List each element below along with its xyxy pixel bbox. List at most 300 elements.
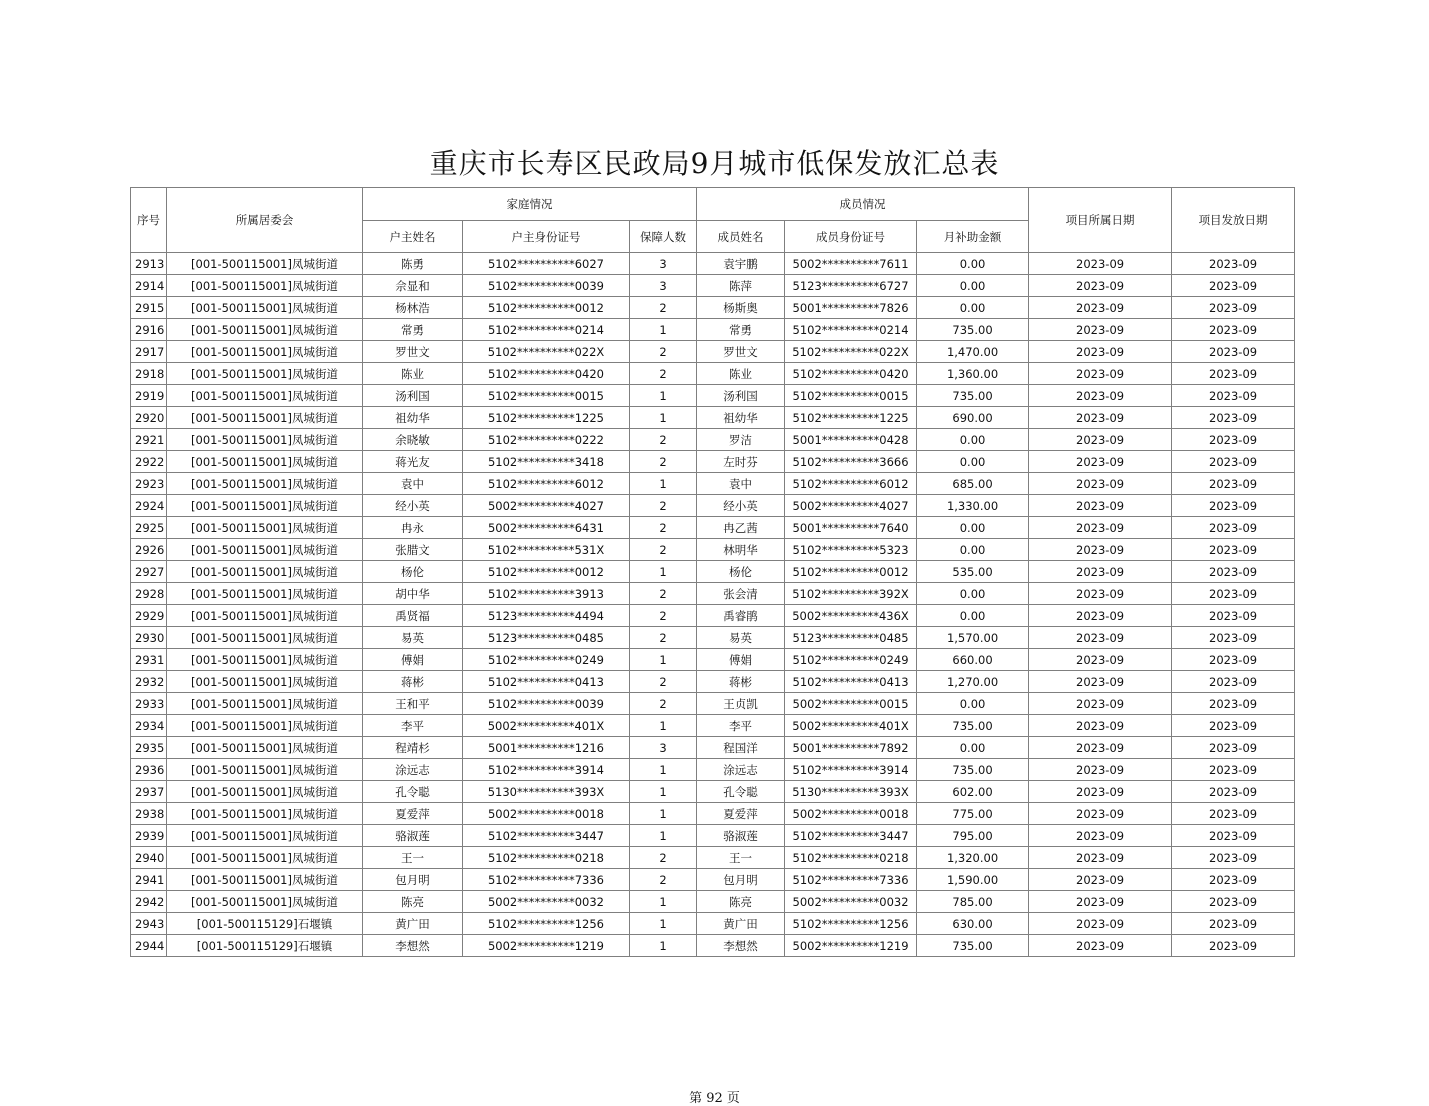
table-row bbox=[131, 891, 1295, 913]
cell-member-id: 5102**********0015 bbox=[785, 385, 917, 407]
cell-head-id: 5102**********7336 bbox=[463, 869, 630, 891]
cell-project-date: 2023-09 bbox=[1029, 495, 1172, 517]
cell-member-name: 易英 bbox=[697, 627, 785, 649]
cell-head-name: 余晓敏 bbox=[363, 429, 463, 451]
table-row bbox=[131, 561, 1295, 583]
cell-head-name: 黄广田 bbox=[363, 913, 463, 935]
cell-project-date: 2023-09 bbox=[1029, 451, 1172, 473]
cell-count: 1 bbox=[630, 385, 697, 407]
cell-amount: 0.00 bbox=[917, 275, 1029, 297]
cell-release-date: 2023-09 bbox=[1172, 363, 1295, 385]
cell-head-name: 夏爱萍 bbox=[363, 803, 463, 825]
cell-member-name: 罗世文 bbox=[697, 341, 785, 363]
cell-release-date: 2023-09 bbox=[1172, 583, 1295, 605]
cell-member-id: 5002**********0015 bbox=[785, 693, 917, 715]
cell-seq: 2940 bbox=[131, 847, 167, 869]
cell-count: 1 bbox=[630, 803, 697, 825]
table-row bbox=[131, 495, 1295, 517]
cell-amount: 0.00 bbox=[917, 517, 1029, 539]
cell-release-date: 2023-09 bbox=[1172, 649, 1295, 671]
cell-committee: [001-500115001]凤城街道 bbox=[167, 803, 363, 825]
cell-amount: 1,570.00 bbox=[917, 627, 1029, 649]
cell-count: 1 bbox=[630, 319, 697, 341]
cell-release-date: 2023-09 bbox=[1172, 627, 1295, 649]
cell-amount: 735.00 bbox=[917, 385, 1029, 407]
table-row bbox=[131, 847, 1295, 869]
cell-head-name: 骆淑莲 bbox=[363, 825, 463, 847]
cell-head-name: 陈业 bbox=[363, 363, 463, 385]
cell-head-id: 5002**********6431 bbox=[463, 517, 630, 539]
cell-head-id: 5102**********0039 bbox=[463, 275, 630, 297]
cell-seq: 2920 bbox=[131, 407, 167, 429]
cell-amount: 0.00 bbox=[917, 253, 1029, 275]
cell-head-id: 5102**********6027 bbox=[463, 253, 630, 275]
cell-seq: 2915 bbox=[131, 297, 167, 319]
cell-count: 2 bbox=[630, 605, 697, 627]
cell-release-date: 2023-09 bbox=[1172, 759, 1295, 781]
cell-project-date: 2023-09 bbox=[1029, 473, 1172, 495]
cell-committee: [001-500115001]凤城街道 bbox=[167, 539, 363, 561]
cell-member-name: 包月明 bbox=[697, 869, 785, 891]
cell-project-date: 2023-09 bbox=[1029, 869, 1172, 891]
cell-member-name: 夏爱萍 bbox=[697, 803, 785, 825]
cell-member-id: 5102**********3914 bbox=[785, 759, 917, 781]
cell-member-name: 林明华 bbox=[697, 539, 785, 561]
table-row bbox=[131, 737, 1295, 759]
cell-seq: 2922 bbox=[131, 451, 167, 473]
cell-amount: 1,360.00 bbox=[917, 363, 1029, 385]
cell-member-name: 李平 bbox=[697, 715, 785, 737]
cell-member-name: 涂远志 bbox=[697, 759, 785, 781]
cell-seq: 2929 bbox=[131, 605, 167, 627]
cell-project-date: 2023-09 bbox=[1029, 627, 1172, 649]
cell-head-id: 5123**********0485 bbox=[463, 627, 630, 649]
cell-release-date: 2023-09 bbox=[1172, 539, 1295, 561]
cell-head-id: 5102**********3914 bbox=[463, 759, 630, 781]
cell-seq: 2924 bbox=[131, 495, 167, 517]
cell-committee: [001-500115001]凤城街道 bbox=[167, 627, 363, 649]
cell-member-id: 5102**********0249 bbox=[785, 649, 917, 671]
cell-amount: 0.00 bbox=[917, 583, 1029, 605]
cell-head-id: 5102**********3913 bbox=[463, 583, 630, 605]
cell-amount: 0.00 bbox=[917, 539, 1029, 561]
cell-head-id: 5102**********6012 bbox=[463, 473, 630, 495]
cell-member-id: 5002**********1219 bbox=[785, 935, 917, 957]
cell-committee: [001-500115001]凤城街道 bbox=[167, 781, 363, 803]
cell-member-name: 陈萍 bbox=[697, 275, 785, 297]
cell-release-date: 2023-09 bbox=[1172, 869, 1295, 891]
cell-seq: 2928 bbox=[131, 583, 167, 605]
cell-release-date: 2023-09 bbox=[1172, 803, 1295, 825]
cell-head-id: 5102**********0249 bbox=[463, 649, 630, 671]
cell-project-date: 2023-09 bbox=[1029, 649, 1172, 671]
cell-member-id: 5102**********0420 bbox=[785, 363, 917, 385]
cell-release-date: 2023-09 bbox=[1172, 297, 1295, 319]
cell-committee: [001-500115001]凤城街道 bbox=[167, 517, 363, 539]
table-row bbox=[131, 869, 1295, 891]
cell-count: 2 bbox=[630, 671, 697, 693]
table-row bbox=[131, 363, 1295, 385]
page-number: 第 92 页 bbox=[689, 1091, 740, 1106]
cell-project-date: 2023-09 bbox=[1029, 583, 1172, 605]
header-head-id: 户主身份证号 bbox=[463, 221, 630, 253]
cell-count: 2 bbox=[630, 297, 697, 319]
cell-amount: 1,320.00 bbox=[917, 847, 1029, 869]
cell-head-id: 5102**********022X bbox=[463, 341, 630, 363]
cell-count: 1 bbox=[630, 473, 697, 495]
cell-project-date: 2023-09 bbox=[1029, 737, 1172, 759]
cell-committee: [001-500115001]凤城街道 bbox=[167, 583, 363, 605]
table-row bbox=[131, 913, 1295, 935]
cell-release-date: 2023-09 bbox=[1172, 495, 1295, 517]
cell-member-name: 孔令聪 bbox=[697, 781, 785, 803]
cell-count: 2 bbox=[630, 627, 697, 649]
cell-member-id: 5102**********3447 bbox=[785, 825, 917, 847]
cell-seq: 2938 bbox=[131, 803, 167, 825]
cell-count: 1 bbox=[630, 759, 697, 781]
table-row bbox=[131, 627, 1295, 649]
header-head-name: 户主姓名 bbox=[363, 221, 463, 253]
cell-head-name: 袁中 bbox=[363, 473, 463, 495]
cell-committee: [001-500115001]凤城街道 bbox=[167, 297, 363, 319]
cell-head-id: 5002**********0018 bbox=[463, 803, 630, 825]
cell-member-id: 5001**********0428 bbox=[785, 429, 917, 451]
cell-head-name: 易英 bbox=[363, 627, 463, 649]
cell-member-name: 袁宇鹏 bbox=[697, 253, 785, 275]
cell-count: 3 bbox=[630, 275, 697, 297]
cell-seq: 2921 bbox=[131, 429, 167, 451]
cell-committee: [001-500115129]石堰镇 bbox=[167, 913, 363, 935]
cell-head-id: 5102**********0420 bbox=[463, 363, 630, 385]
cell-count: 1 bbox=[630, 825, 697, 847]
cell-head-name: 李平 bbox=[363, 715, 463, 737]
cell-committee: [001-500115001]凤城街道 bbox=[167, 451, 363, 473]
cell-head-name: 罗世文 bbox=[363, 341, 463, 363]
cell-seq: 2936 bbox=[131, 759, 167, 781]
cell-seq: 2925 bbox=[131, 517, 167, 539]
table-row bbox=[131, 319, 1295, 341]
cell-member-id: 5102**********5323 bbox=[785, 539, 917, 561]
table-row bbox=[131, 781, 1295, 803]
cell-head-id: 5102**********0222 bbox=[463, 429, 630, 451]
cell-amount: 735.00 bbox=[917, 759, 1029, 781]
cell-committee: [001-500115001]凤城街道 bbox=[167, 561, 363, 583]
cell-committee: [001-500115001]凤城街道 bbox=[167, 715, 363, 737]
cell-release-date: 2023-09 bbox=[1172, 275, 1295, 297]
cell-release-date: 2023-09 bbox=[1172, 693, 1295, 715]
cell-member-name: 罗洁 bbox=[697, 429, 785, 451]
cell-committee: [001-500115001]凤城街道 bbox=[167, 429, 363, 451]
cell-member-name: 袁中 bbox=[697, 473, 785, 495]
cell-member-id: 5102**********3666 bbox=[785, 451, 917, 473]
cell-committee: [001-500115001]凤城街道 bbox=[167, 363, 363, 385]
cell-seq: 2934 bbox=[131, 715, 167, 737]
cell-release-date: 2023-09 bbox=[1172, 715, 1295, 737]
cell-seq: 2935 bbox=[131, 737, 167, 759]
cell-committee: [001-500115001]凤城街道 bbox=[167, 253, 363, 275]
cell-committee: [001-500115001]凤城街道 bbox=[167, 759, 363, 781]
cell-project-date: 2023-09 bbox=[1029, 781, 1172, 803]
cell-member-name: 杨伦 bbox=[697, 561, 785, 583]
cell-committee: [001-500115129]石堰镇 bbox=[167, 935, 363, 957]
cell-head-id: 5002**********0032 bbox=[463, 891, 630, 913]
cell-project-date: 2023-09 bbox=[1029, 275, 1172, 297]
cell-amount: 795.00 bbox=[917, 825, 1029, 847]
cell-amount: 685.00 bbox=[917, 473, 1029, 495]
cell-amount: 0.00 bbox=[917, 693, 1029, 715]
cell-amount: 602.00 bbox=[917, 781, 1029, 803]
cell-project-date: 2023-09 bbox=[1029, 693, 1172, 715]
cell-committee: [001-500115001]凤城街道 bbox=[167, 385, 363, 407]
table-row bbox=[131, 297, 1295, 319]
cell-member-name: 程国洋 bbox=[697, 737, 785, 759]
cell-release-date: 2023-09 bbox=[1172, 605, 1295, 627]
cell-member-name: 常勇 bbox=[697, 319, 785, 341]
cell-head-id: 5102**********0218 bbox=[463, 847, 630, 869]
cell-count: 2 bbox=[630, 693, 697, 715]
cell-member-name: 祖幼华 bbox=[697, 407, 785, 429]
cell-head-id: 5102**********531X bbox=[463, 539, 630, 561]
cell-project-date: 2023-09 bbox=[1029, 253, 1172, 275]
cell-member-name: 冉乙茜 bbox=[697, 517, 785, 539]
header-release-date: 项目发放日期 bbox=[1172, 188, 1295, 253]
cell-amount: 0.00 bbox=[917, 605, 1029, 627]
cell-head-name: 张腊文 bbox=[363, 539, 463, 561]
cell-project-date: 2023-09 bbox=[1029, 759, 1172, 781]
cell-member-id: 5102**********392X bbox=[785, 583, 917, 605]
cell-head-id: 5002**********401X bbox=[463, 715, 630, 737]
cell-seq: 2918 bbox=[131, 363, 167, 385]
table-row bbox=[131, 671, 1295, 693]
cell-count: 2 bbox=[630, 341, 697, 363]
cell-project-date: 2023-09 bbox=[1029, 363, 1172, 385]
cell-count: 1 bbox=[630, 715, 697, 737]
cell-amount: 630.00 bbox=[917, 913, 1029, 935]
cell-committee: [001-500115001]凤城街道 bbox=[167, 605, 363, 627]
cell-member-id: 5002**********7611 bbox=[785, 253, 917, 275]
header-member-group: 成员情况 bbox=[697, 188, 1029, 221]
cell-amount: 0.00 bbox=[917, 429, 1029, 451]
cell-head-name: 胡中华 bbox=[363, 583, 463, 605]
cell-member-name: 杨斯奥 bbox=[697, 297, 785, 319]
cell-project-date: 2023-09 bbox=[1029, 671, 1172, 693]
cell-project-date: 2023-09 bbox=[1029, 539, 1172, 561]
cell-amount: 735.00 bbox=[917, 935, 1029, 957]
cell-member-id: 5102**********022X bbox=[785, 341, 917, 363]
table-row bbox=[131, 275, 1295, 297]
cell-head-id: 5102**********1256 bbox=[463, 913, 630, 935]
cell-member-name: 禹睿鹃 bbox=[697, 605, 785, 627]
cell-amount: 535.00 bbox=[917, 561, 1029, 583]
cell-seq: 2927 bbox=[131, 561, 167, 583]
cell-count: 2 bbox=[630, 451, 697, 473]
cell-member-name: 王一 bbox=[697, 847, 785, 869]
cell-seq: 2930 bbox=[131, 627, 167, 649]
cell-count: 2 bbox=[630, 495, 697, 517]
cell-head-id: 5102**********1225 bbox=[463, 407, 630, 429]
cell-count: 2 bbox=[630, 583, 697, 605]
cell-member-name: 陈业 bbox=[697, 363, 785, 385]
header-project-date: 项目所属日期 bbox=[1029, 188, 1172, 253]
cell-head-name: 杨林浩 bbox=[363, 297, 463, 319]
table-row bbox=[131, 693, 1295, 715]
cell-count: 1 bbox=[630, 781, 697, 803]
cell-count: 3 bbox=[630, 737, 697, 759]
cell-head-id: 5102**********0039 bbox=[463, 693, 630, 715]
cell-count: 1 bbox=[630, 913, 697, 935]
cell-head-id: 5130**********393X bbox=[463, 781, 630, 803]
cell-committee: [001-500115001]凤城街道 bbox=[167, 319, 363, 341]
cell-member-name: 陈亮 bbox=[697, 891, 785, 913]
cell-member-name: 蒋彬 bbox=[697, 671, 785, 693]
table-row bbox=[131, 385, 1295, 407]
cell-seq: 2917 bbox=[131, 341, 167, 363]
cell-count: 1 bbox=[630, 891, 697, 913]
cell-member-name: 骆淑莲 bbox=[697, 825, 785, 847]
cell-project-date: 2023-09 bbox=[1029, 715, 1172, 737]
cell-amount: 660.00 bbox=[917, 649, 1029, 671]
cell-amount: 735.00 bbox=[917, 319, 1029, 341]
cell-project-date: 2023-09 bbox=[1029, 605, 1172, 627]
cell-head-id: 5102**********0012 bbox=[463, 297, 630, 319]
cell-seq: 2914 bbox=[131, 275, 167, 297]
cell-member-id: 5102**********0413 bbox=[785, 671, 917, 693]
cell-release-date: 2023-09 bbox=[1172, 429, 1295, 451]
cell-committee: [001-500115001]凤城街道 bbox=[167, 693, 363, 715]
cell-member-id: 5102**********1225 bbox=[785, 407, 917, 429]
table-row bbox=[131, 715, 1295, 737]
cell-head-id: 5002**********4027 bbox=[463, 495, 630, 517]
cell-head-name: 王一 bbox=[363, 847, 463, 869]
cell-count: 1 bbox=[630, 935, 697, 957]
cell-head-id: 5102**********3418 bbox=[463, 451, 630, 473]
table-row bbox=[131, 825, 1295, 847]
header-committee: 所属居委会 bbox=[167, 188, 363, 253]
cell-head-name: 蒋光友 bbox=[363, 451, 463, 473]
cell-member-id: 5102**********1256 bbox=[785, 913, 917, 935]
cell-release-date: 2023-09 bbox=[1172, 385, 1295, 407]
header-amount: 月补助金额 bbox=[917, 221, 1029, 253]
table-row bbox=[131, 759, 1295, 781]
cell-member-name: 李想然 bbox=[697, 935, 785, 957]
cell-head-name: 杨伦 bbox=[363, 561, 463, 583]
table-row bbox=[131, 649, 1295, 671]
cell-release-date: 2023-09 bbox=[1172, 935, 1295, 957]
cell-member-id: 5102**********7336 bbox=[785, 869, 917, 891]
cell-project-date: 2023-09 bbox=[1029, 935, 1172, 957]
cell-release-date: 2023-09 bbox=[1172, 319, 1295, 341]
cell-head-id: 5102**********0413 bbox=[463, 671, 630, 693]
cell-seq: 2926 bbox=[131, 539, 167, 561]
cell-project-date: 2023-09 bbox=[1029, 385, 1172, 407]
cell-committee: [001-500115001]凤城街道 bbox=[167, 891, 363, 913]
cell-committee: [001-500115001]凤城街道 bbox=[167, 737, 363, 759]
cell-project-date: 2023-09 bbox=[1029, 341, 1172, 363]
cell-head-name: 李想然 bbox=[363, 935, 463, 957]
cell-release-date: 2023-09 bbox=[1172, 341, 1295, 363]
cell-amount: 690.00 bbox=[917, 407, 1029, 429]
cell-release-date: 2023-09 bbox=[1172, 737, 1295, 759]
cell-seq: 2937 bbox=[131, 781, 167, 803]
cell-member-name: 张会清 bbox=[697, 583, 785, 605]
cell-committee: [001-500115001]凤城街道 bbox=[167, 407, 363, 429]
cell-member-id: 5130**********393X bbox=[785, 781, 917, 803]
cell-seq: 2916 bbox=[131, 319, 167, 341]
cell-count: 3 bbox=[630, 253, 697, 275]
cell-member-name: 王贞凯 bbox=[697, 693, 785, 715]
cell-head-id: 5102**********3447 bbox=[463, 825, 630, 847]
cell-head-name: 经小英 bbox=[363, 495, 463, 517]
cell-committee: [001-500115001]凤城街道 bbox=[167, 847, 363, 869]
cell-amount: 0.00 bbox=[917, 451, 1029, 473]
cell-head-name: 蒋彬 bbox=[363, 671, 463, 693]
cell-amount: 775.00 bbox=[917, 803, 1029, 825]
cell-release-date: 2023-09 bbox=[1172, 781, 1295, 803]
cell-release-date: 2023-09 bbox=[1172, 561, 1295, 583]
table-row bbox=[131, 429, 1295, 451]
cell-member-id: 5123**********0485 bbox=[785, 627, 917, 649]
cell-project-date: 2023-09 bbox=[1029, 517, 1172, 539]
cell-head-name: 禹贤福 bbox=[363, 605, 463, 627]
cell-member-id: 5002**********4027 bbox=[785, 495, 917, 517]
cell-release-date: 2023-09 bbox=[1172, 913, 1295, 935]
cell-member-id: 5001**********7640 bbox=[785, 517, 917, 539]
cell-member-name: 经小英 bbox=[697, 495, 785, 517]
cell-head-name: 孔令聪 bbox=[363, 781, 463, 803]
cell-member-id: 5002**********436X bbox=[785, 605, 917, 627]
cell-amount: 1,330.00 bbox=[917, 495, 1029, 517]
cell-project-date: 2023-09 bbox=[1029, 297, 1172, 319]
cell-member-id: 5001**********7826 bbox=[785, 297, 917, 319]
cell-release-date: 2023-09 bbox=[1172, 847, 1295, 869]
cell-member-id: 5002**********0018 bbox=[785, 803, 917, 825]
cell-seq: 2931 bbox=[131, 649, 167, 671]
table-row bbox=[131, 407, 1295, 429]
cell-committee: [001-500115001]凤城街道 bbox=[167, 275, 363, 297]
table-row bbox=[131, 605, 1295, 627]
cell-project-date: 2023-09 bbox=[1029, 407, 1172, 429]
cell-member-name: 傅娟 bbox=[697, 649, 785, 671]
cell-head-id: 5102**********0214 bbox=[463, 319, 630, 341]
cell-head-name: 常勇 bbox=[363, 319, 463, 341]
header-count: 保障人数 bbox=[630, 221, 697, 253]
cell-seq: 2943 bbox=[131, 913, 167, 935]
cell-count: 1 bbox=[630, 649, 697, 671]
cell-project-date: 2023-09 bbox=[1029, 825, 1172, 847]
cell-project-date: 2023-09 bbox=[1029, 429, 1172, 451]
cell-head-name: 王和平 bbox=[363, 693, 463, 715]
cell-project-date: 2023-09 bbox=[1029, 913, 1172, 935]
table-row bbox=[131, 517, 1295, 539]
cell-count: 1 bbox=[630, 561, 697, 583]
cell-committee: [001-500115001]凤城街道 bbox=[167, 671, 363, 693]
cell-head-id: 5123**********4494 bbox=[463, 605, 630, 627]
cell-committee: [001-500115001]凤城街道 bbox=[167, 473, 363, 495]
cell-member-id: 5102**********0214 bbox=[785, 319, 917, 341]
cell-member-id: 5102**********6012 bbox=[785, 473, 917, 495]
header-family-group: 家庭情况 bbox=[363, 188, 697, 221]
table-row bbox=[131, 935, 1295, 957]
cell-head-id: 5102**********0015 bbox=[463, 385, 630, 407]
cell-head-name: 陈亮 bbox=[363, 891, 463, 913]
table-row bbox=[131, 583, 1295, 605]
cell-member-name: 黄广田 bbox=[697, 913, 785, 935]
cell-count: 1 bbox=[630, 407, 697, 429]
cell-amount: 0.00 bbox=[917, 297, 1029, 319]
cell-head-name: 程靖杉 bbox=[363, 737, 463, 759]
cell-committee: [001-500115001]凤城街道 bbox=[167, 649, 363, 671]
cell-project-date: 2023-09 bbox=[1029, 319, 1172, 341]
